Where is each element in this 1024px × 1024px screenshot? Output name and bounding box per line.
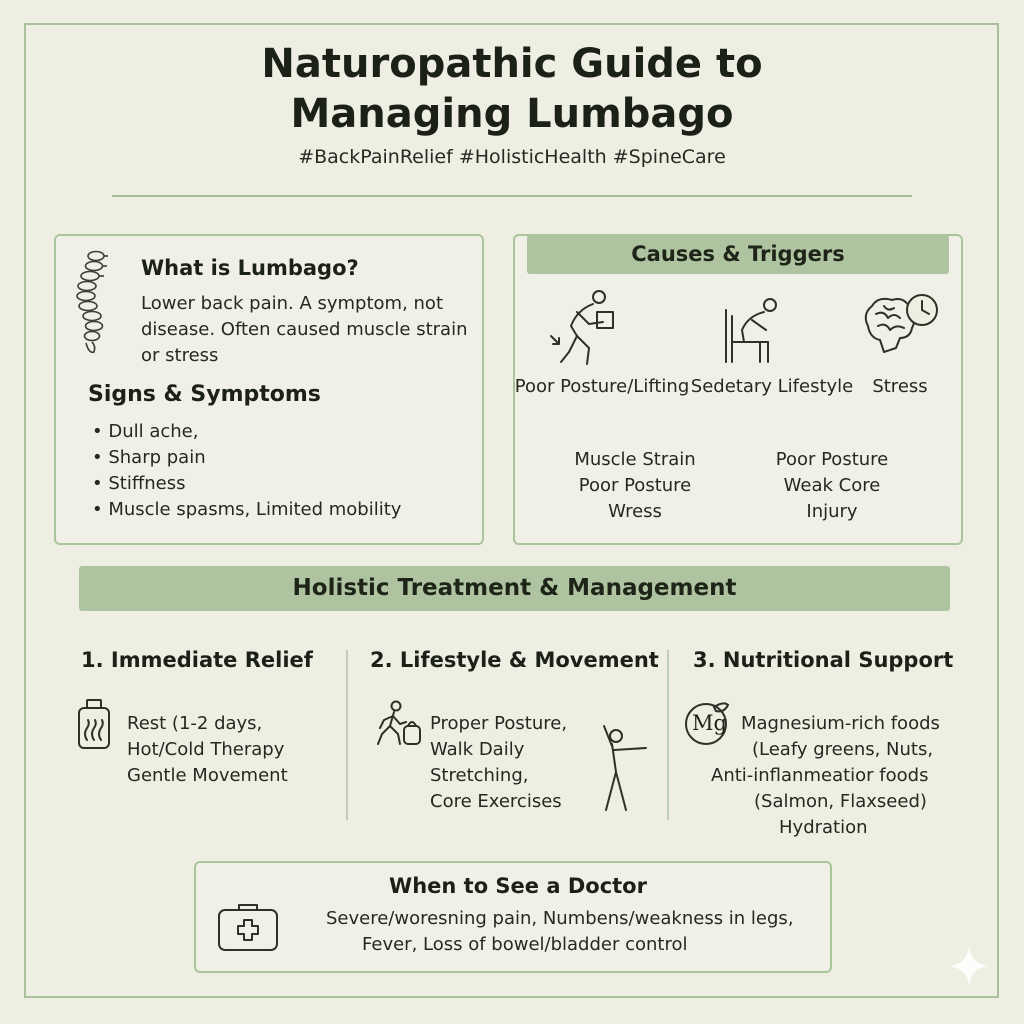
cause-list-item: Weak Core	[783, 475, 881, 496]
hot-water-bottle-icon	[76, 698, 112, 750]
column-divider	[346, 650, 348, 820]
doctor-line1: Severe/woresning pain, Numbens/weakness in legs,	[326, 908, 794, 929]
hashtags: #BackPainRelief #HolisticHealth #SpineCare	[298, 146, 726, 168]
page-title-line2: Managing Lumbago	[290, 91, 734, 137]
treatment-line: Core Exercises	[430, 791, 562, 812]
stretching-person-icon	[590, 722, 652, 814]
cause-list-item: Wress	[608, 501, 662, 522]
lifting-person-icon	[547, 288, 619, 368]
seated-person-icon	[722, 296, 780, 366]
cause-list-item: Poor Posture	[578, 475, 692, 496]
cause-list-item: Poor Posture	[775, 449, 889, 470]
treatment-line: Walk Daily	[430, 739, 525, 760]
what-is-desc-line1: Lower back pain. A symptom, not	[141, 293, 444, 314]
treatment-line: Rest (1-2 days,	[127, 713, 263, 734]
page-title-line1: Naturopathic Guide to	[261, 41, 763, 87]
what-is-heading: What is Lumbago?	[141, 256, 359, 280]
first-aid-kit-icon	[217, 902, 279, 952]
cause-list-item: Injury	[806, 501, 858, 522]
cause-label: Sedetary Lifestyle	[690, 376, 854, 397]
signs-item-text: Stiffness	[108, 473, 186, 494]
column-divider	[667, 650, 669, 820]
treatment-line: Proper Posture,	[430, 713, 568, 734]
signs-item-text: Dull ache,	[108, 421, 199, 442]
signs-heading: Signs & Symptoms	[88, 382, 321, 407]
what-is-desc-line3: or stress	[141, 345, 219, 366]
magnesium-symbol: Mg	[692, 711, 727, 735]
brain-clock-icon	[860, 292, 942, 364]
walking-person-icon	[374, 700, 424, 748]
treatment-col-title: 1. Immediate Relief	[81, 648, 313, 672]
cause-label: Poor Posture/Lifting	[514, 376, 690, 397]
header-divider	[112, 195, 912, 197]
what-is-desc-line2: disease. Often caused muscle strain	[141, 319, 468, 340]
signs-item: • Muscle spasms, Limited mobility	[92, 499, 402, 520]
signs-item-text: Sharp pain	[108, 447, 206, 468]
cause-list-item: Muscle Strain	[574, 449, 696, 470]
signs-item: • Sharp pain	[92, 447, 206, 468]
causes-heading: Causes & Triggers	[527, 235, 949, 274]
spine-icon	[72, 248, 114, 358]
doctor-heading: When to See a Doctor	[389, 874, 647, 898]
treatment-col-title: 2. Lifestyle & Movement	[370, 648, 659, 672]
doctor-line2: Fever, Loss of bowel/bladder control	[362, 934, 688, 955]
treatment-col-title: 3. Nutritional Support	[693, 648, 954, 672]
treatment-line: Gentle Movement	[127, 765, 288, 786]
signs-item: • Stiffness	[92, 473, 186, 494]
treatment-line: (Salmon, Flaxseed)	[754, 791, 927, 812]
cause-label: Stress	[872, 376, 928, 397]
sparkle-icon	[947, 944, 991, 988]
treatment-line: Magnesium-rich foods	[741, 713, 940, 734]
treatment-heading: Holistic Treatment & Management	[79, 566, 950, 611]
treatment-line: Stretching,	[430, 765, 529, 786]
treatment-line: Anti-inflanmeatior foods	[711, 765, 929, 786]
signs-item: • Dull ache,	[92, 421, 199, 442]
signs-item-text: Muscle spasms, Limited mobility	[108, 499, 402, 520]
treatment-line: Hydration	[779, 817, 868, 838]
magnesium-icon	[684, 701, 734, 747]
treatment-line: Hot/Cold Therapy	[127, 739, 285, 760]
treatment-line: (Leafy greens, Nuts,	[752, 739, 934, 760]
